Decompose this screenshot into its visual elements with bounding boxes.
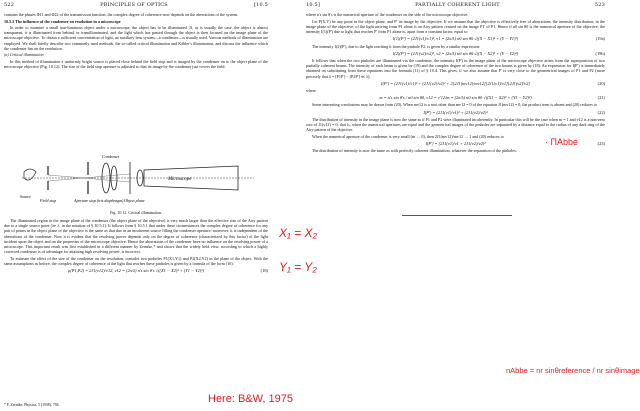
- right-para-7: The distribution of intensity is now the same as with perfectly coherent illumination, whatever the separation of the pinholes.: [312, 148, 517, 154]
- equation-19b: [306, 51, 605, 56]
- left-para-4: To estimate the effect of the size of the condenser on the resolution, consider two pinholes P1(X1,Y1) and P2(X2,Y2) in the plane of the object. With the same assumptions as before, the complex degree of coherence of the light that reaches these pinholes is given by a formula of the form (16):: [4, 255, 268, 267]
- right-para-5: The distribution of intensity in the image plane is now the same as if P1 and P2 were illuminated incoherently. In particular this will be the case when m = 1 and v12 is a non-zero root of J1(v12) = 0; that is, when the numerical apertures are equal and the geometrical images of the pinholes are separated by a distance equal to the radius of any dark ring of the Airy pattern of the objective.: [306, 116, 605, 133]
- annotation-y-equal: Y₁ = Y₂: [279, 260, 317, 274]
- fig-label-field-stop: Field stop: [40, 198, 57, 203]
- right-text: [306, 12, 605, 408]
- right-para-2: The intensity I(2)(P'), due to the light reaching it from the pinhole P2, is given by a similar expression:: [312, 43, 481, 49]
- equation-22: [306, 110, 605, 115]
- critical-illumination-figure: [18, 148, 258, 206]
- equation-21: [306, 95, 605, 100]
- right-para-6: When the numerical aperture of the condenser is very small (m → 0), then 2J1(mv12)/mv12 → 1 and (20) reduces to: [312, 133, 504, 139]
- fig-label-aperture-stop: Aperture stop (iris diaphragm): [74, 198, 124, 203]
- equation-18: [4, 268, 268, 273]
- equation-19a-body: I(1)(P') = (2J1(v1)/v1)², v1 = (2π/λ) n0 sin θ0 √((X − X1)² + (Y − Y1)²): [392, 36, 519, 42]
- equation-23-number: (23): [597, 141, 605, 147]
- right-running-head: PARTIALLY COHERENT LIGHT: [415, 2, 500, 8]
- fig-label-source: Source: [20, 194, 31, 199]
- right-para-3: It follows that when the two pinholes are illuminated via the condenser, the intensity I(P') in the image plane of the microscope objective arises from the superposition of two partially coherent beams. The intensity of each beam is given by (19) and the complex degree of coherence of the two beams is given by (18). An expression for I(P') is immediately obtained on substituting from these equations into the formula (11) of § 10.4. This gives, if we also assume that P' is very close to the geometrical images of P1 and P2 (more precisely that δ = [P1P'] − [P2P'] ≪ λ),: [306, 57, 605, 79]
- equation-22-number: (22): [597, 109, 605, 115]
- figure-caption: Fig. 10.12. Critical illumination.: [110, 210, 162, 215]
- annotation-source-note: Here: B&W, 1975: [208, 393, 293, 405]
- left-section-ref: [10.5: [253, 2, 268, 8]
- equation-19b-body: I(2)(P') = (2J1(v2)/v2)², v2 = (2π/λ) n0 sin θ0 √((X − X2)² + (Y − Y2)²): [392, 50, 519, 56]
- fig-label-condenser: Condenser: [102, 154, 120, 159]
- left-para-3: The illuminated region in the image plane of the condenser (the object plane of the objective) is very much larger than the effective size of the Airy pattern due to a single source point (≫ λ, in the notation of § 10.5.1). It follows from § 10.5.1 that under these circumstances the complex degree of coherence for any pair of points in the object plane of the objective is the same as that due to an incoherent source filling the condenser aperture; moreover, it is independent of the aberrations of the condenser. Now it is evident that the resolving power depends only on the degree of coherence (characterized by this factor) of the light incident upon the object and on the properties of the microscope objective. Hence the aberrations of the condenser have no influence on the resolving power of a microscope. This important result was first established in a different manner by Zernike,* and shows that the widely held view, according to which a highly corrected condenser is of advantage for attaining high resolving power, is incorrect.: [4, 218, 268, 255]
- equation-20-body: I(P') = (2J1(v1)/v1)² + (2J1(v2)/v2)² + 2[2J1(mv12)/mv12][2J1(v1)/v1][2J1(v2)/v2]: [380, 80, 530, 86]
- equation-22-body: I(P') = (2J1(v1)/v1)² + (2J1(v2)/v2)²: [423, 109, 488, 115]
- annotation-x-equal: X₁ = X₂: [279, 226, 318, 240]
- equation-23-body: I(P') = (2J1(v1)/v1 + 2J1(v2)/v2)²: [425, 141, 486, 147]
- equation-18-body: μ(P1,P2) = 2J1(v12)/v12, v12 = (2π/λ) n's sin θ's √((X1 − X2)² + (Y1 − Y2)²): [68, 268, 204, 274]
- left-para-2: In this method of illumination a uniformly bright source is placed close behind the field stop and is imaged by the condenser on to the object plane of the microscope objective (Fig. 10.12). The size of the field stop aperture is adjusted so that its image by the condenser just covers the field.: [4, 58, 268, 69]
- equation-19b-number: (19b): [595, 50, 605, 56]
- page-gutter: [272, 0, 302, 411]
- fig-label-microscope: Microscope: [168, 177, 192, 182]
- left-intro: contains the phases Φ11 and Φ22 of the transmission function, the complex degree of coherence now depends on the aberrations of the system.: [4, 12, 239, 17]
- left-running-head: PRINCIPLES OF OPTICS: [100, 2, 168, 8]
- equation-19a-number: (19a): [595, 36, 605, 42]
- equation-19a: [306, 36, 605, 41]
- left-page-number: 522: [4, 2, 15, 8]
- right-where: where: [306, 87, 317, 93]
- left-section-title: 10.5.2 The influence of the condenser on resolution in a microscope: [4, 18, 121, 24]
- left-footnote: * F. Zernike, Physica, 5 (1938), 794.: [4, 403, 60, 407]
- annotation-n-abbe: nAbbe = nr sinθreference / nr sinθimage: [506, 366, 640, 375]
- equation-20: [306, 81, 605, 86]
- right-intro: where n's sin θ's is the numerical aperture of the condenser on the side of the microscope objective.: [306, 12, 469, 17]
- left-page: [0, 0, 272, 411]
- left-subsection-title: (a) Critical illumination: [4, 52, 44, 58]
- right-running-header: [306, 2, 605, 10]
- right-section-ref: 10.5]: [306, 2, 321, 8]
- equation-20-number: (20): [597, 80, 605, 86]
- fig-label-object-plane: Object plane: [124, 198, 145, 203]
- right-para-1: Let P(X,Y) be any point in the object plane, and P' its image by the objective. If we assume that the objective is effectively free of aberrations, the intensity distribution, in the image plane of the objective, of the light arriving from P1 alone is an Airy pattern centred on the image P1' of P1. Hence if n0 sin θ0 is the numerical aperture of the objective, the intensity I(1)(P') due to light that reaches P' from P1 alone is, apart from a constant factor, equal to: [306, 18, 605, 35]
- equation-18-number: (18): [260, 268, 268, 274]
- equation-21-number: (21): [597, 95, 605, 101]
- right-page-number: 523: [594, 2, 605, 8]
- left-upper-text: [4, 12, 268, 146]
- left-lower-text: [4, 218, 268, 390]
- annotation-pi-abbe: · ΠAbbe: [545, 137, 579, 147]
- equation-21-body: m = n's sin θ's / n0 sin θ0, v12 = v'12/m = (2π/λ) n0 sin θ0 √((X1 − X2)² + (Y1 − Y2)²): [379, 95, 532, 101]
- left-running-header: [4, 2, 268, 10]
- right-para-4: Some interesting conclusions may be drawn from (20). When mv12 is a root other than mv12 = 0 of the equation J1(mv12) = 0, the product term is absent and (20) reduces to: [312, 102, 598, 108]
- annotation-underline-eq20: [402, 215, 512, 216]
- left-para-1: In order to examine a small non-luminous object under a microscope, the object has to be illuminated. If, as is usually the case, the object is almost transparent, it is illuminated from behind, or transilluminated, and the light which has passed through the object is then focused on the image plane of the microscope objective. To obtain a sufficient concentration of light, an auxiliary lens system—a condenser—is usually used. Various methods of illumination are employed. We shall briefly describe two commonly used methods, the so-called critical illumination and Köhler's illumination, and discuss the influence which the condenser has on the resolution.: [4, 24, 268, 51]
- right-page: [302, 0, 609, 411]
